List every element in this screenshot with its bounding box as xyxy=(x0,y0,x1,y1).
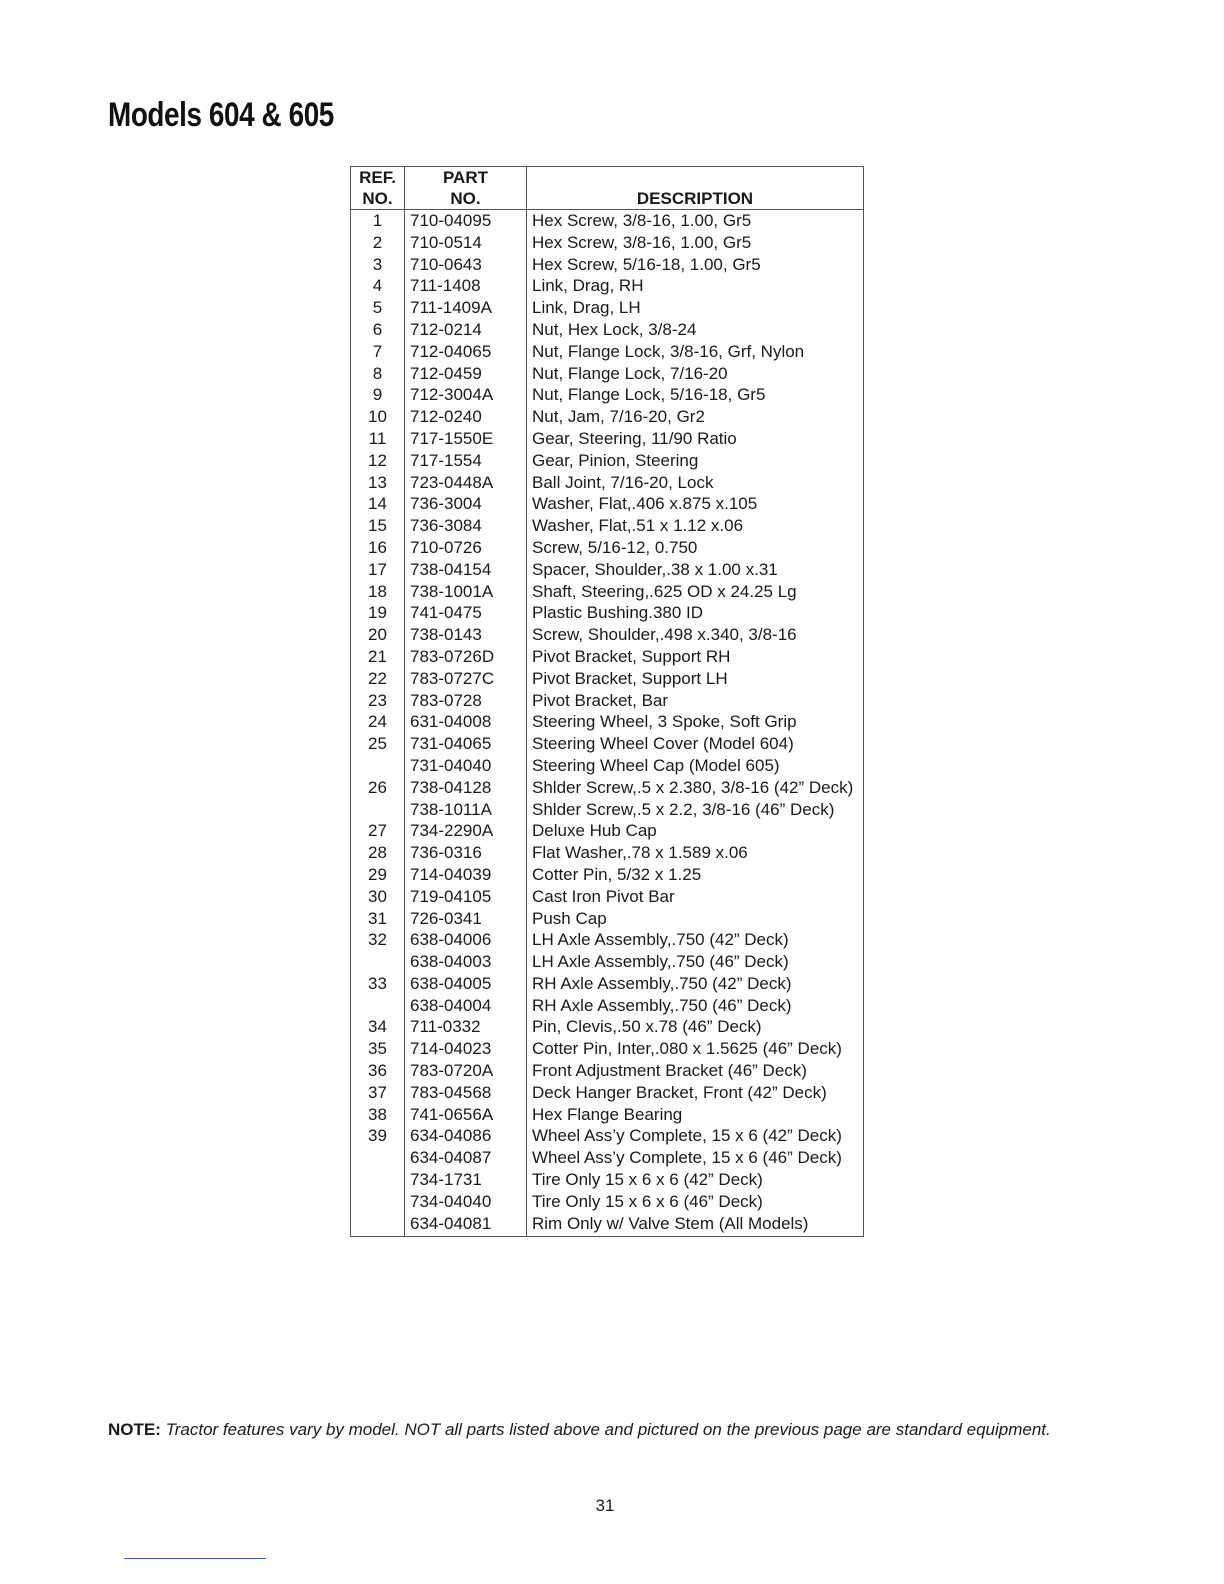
part-no-cell: 734-2290A xyxy=(405,820,527,842)
part-no-cell: 711-0332 xyxy=(405,1016,527,1038)
description-cell: Deck Hanger Bracket, Front (42” Deck) xyxy=(532,1082,827,1102)
ref-no-cell: 19 xyxy=(351,602,405,624)
ref-no-cell: 39 xyxy=(351,1125,405,1147)
description-cell: Link, Drag, LH xyxy=(532,298,641,318)
ref-no-cell: 11 xyxy=(351,428,405,450)
description-cell: Gear, Pinion, Steering xyxy=(532,450,699,470)
ref-no-cell: 16 xyxy=(351,537,405,559)
table-row xyxy=(351,864,864,886)
part-no-cell: 712-0214 xyxy=(405,319,527,341)
part-no-cell: 736-3084 xyxy=(405,515,527,537)
table-row xyxy=(351,1191,864,1213)
ref-no-cell: 27 xyxy=(351,820,405,842)
table-row xyxy=(351,711,864,733)
ref-no-cell: 33 xyxy=(351,973,405,995)
ref-no-cell: 20 xyxy=(351,624,405,646)
part-no-cell: 736-3004 xyxy=(405,493,527,515)
table-row xyxy=(351,1213,864,1237)
ref-no-cell: 7 xyxy=(351,341,405,363)
footer-rule xyxy=(124,1558,266,1559)
description-cell: Cotter Pin, 5/32 x 1.25 xyxy=(532,864,702,884)
ref-no-cell: 6 xyxy=(351,319,405,341)
description-cell: Shlder Screw,.5 x 2.2, 3/8-16 (46” Deck) xyxy=(532,799,835,819)
description-cell: LH Axle Assembly,.750 (46” Deck) xyxy=(532,952,789,972)
ref-no-cell xyxy=(351,1213,405,1237)
description-cell: Tire Only 15 x 6 x 6 (46” Deck) xyxy=(532,1191,763,1211)
part-no-cell: 717-1554 xyxy=(405,450,527,472)
part-no-cell: 741-0656A xyxy=(405,1104,527,1126)
ref-no-cell xyxy=(351,1191,405,1213)
header-part-line1: PART xyxy=(442,168,488,187)
ref-no-cell: 12 xyxy=(351,450,405,472)
description-cell: Wheel Ass’y Complete, 15 x 6 (42” Deck) xyxy=(532,1126,842,1146)
table-row xyxy=(351,254,864,276)
ref-no-cell: 37 xyxy=(351,1082,405,1104)
description-cell: Cotter Pin, Inter,.080 x 1.5625 (46” Deck) xyxy=(532,1039,842,1059)
part-no-cell: 738-0143 xyxy=(405,624,527,646)
table-row xyxy=(351,1060,864,1082)
ref-no-cell: 1 xyxy=(351,210,405,232)
part-no-cell: 726-0341 xyxy=(405,908,527,930)
ref-no-cell: 5 xyxy=(351,297,405,319)
table-row xyxy=(351,1169,864,1191)
description-cell: Steering Wheel Cap (Model 605) xyxy=(532,755,780,775)
part-no-cell: 710-0643 xyxy=(405,254,527,276)
description-cell: Pivot Bracket, Bar xyxy=(532,690,669,710)
ref-no-cell: 28 xyxy=(351,842,405,864)
ref-no-cell: 9 xyxy=(351,384,405,406)
part-no-cell: 723-0448A xyxy=(405,472,527,494)
table-row xyxy=(351,886,864,908)
table-row xyxy=(351,777,864,799)
table-row xyxy=(351,602,864,624)
description-cell: Washer, Flat,.51 x 1.12 x.06 xyxy=(532,516,744,536)
table-row xyxy=(351,341,864,363)
ref-no-cell: 23 xyxy=(351,690,405,712)
part-no-cell: 714-04039 xyxy=(405,864,527,886)
description-cell: Shlder Screw,.5 x 2.380, 3/8-16 (42” Deck) xyxy=(532,777,854,797)
ref-no-cell: 36 xyxy=(351,1060,405,1082)
header-part-no xyxy=(405,167,527,210)
table-row xyxy=(351,929,864,951)
table-row xyxy=(351,624,864,646)
ref-no-cell: 24 xyxy=(351,711,405,733)
ref-no-cell: 14 xyxy=(351,493,405,515)
part-no-cell: 731-04065 xyxy=(405,733,527,755)
table-row xyxy=(351,450,864,472)
table-row xyxy=(351,690,864,712)
note xyxy=(108,1420,1051,1440)
description-cell: Front Adjustment Bracket (46” Deck) xyxy=(532,1061,807,1081)
description-cell: LH Axle Assembly,.750 (42” Deck) xyxy=(532,930,789,950)
header-ref-line2: NO. xyxy=(362,189,393,208)
description-cell: Push Cap xyxy=(532,908,607,928)
note-label: NOTE: xyxy=(108,1420,161,1439)
ref-no-cell: 3 xyxy=(351,254,405,276)
table-row xyxy=(351,951,864,973)
table-row xyxy=(351,646,864,668)
description-cell: Tire Only 15 x 6 x 6 (42” Deck) xyxy=(532,1170,763,1190)
part-no-cell: 638-04006 xyxy=(405,929,527,951)
part-no-cell: 631-04008 xyxy=(405,711,527,733)
table-row xyxy=(351,668,864,690)
table-row xyxy=(351,995,864,1017)
description-cell: Screw, 5/16-12, 0.750 xyxy=(532,537,698,557)
table-row xyxy=(351,908,864,930)
note-text: Tractor features vary by model. NOT all parts listed above and pictured on the previous page are standard equipment. xyxy=(165,1420,1051,1439)
ref-no-cell: 17 xyxy=(351,559,405,581)
part-no-cell: 638-04005 xyxy=(405,973,527,995)
ref-no-cell: 15 xyxy=(351,515,405,537)
description-cell: Deluxe Hub Cap xyxy=(532,821,657,841)
ref-no-cell: 8 xyxy=(351,363,405,385)
part-no-cell: 783-0720A xyxy=(405,1060,527,1082)
description-cell: Steering Wheel Cover (Model 604) xyxy=(532,734,794,754)
description-cell: Nut, Flange Lock, 5/16-18, Gr5 xyxy=(532,385,766,405)
part-no-cell: 717-1550E xyxy=(405,428,527,450)
part-no-cell: 634-04087 xyxy=(405,1147,527,1169)
header-description: DESCRIPTION xyxy=(527,167,864,210)
ref-no-cell: 32 xyxy=(351,929,405,951)
part-no-cell: 710-0514 xyxy=(405,232,527,254)
part-no-cell: 712-0240 xyxy=(405,406,527,428)
table-row xyxy=(351,799,864,821)
table-row xyxy=(351,973,864,995)
part-no-cell: 638-04003 xyxy=(405,951,527,973)
ref-no-cell xyxy=(351,995,405,1017)
table-row xyxy=(351,1082,864,1104)
description-cell: Gear, Steering, 11/90 Ratio xyxy=(532,428,737,448)
table-row xyxy=(351,493,864,515)
ref-no-cell xyxy=(351,951,405,973)
ref-no-cell: 34 xyxy=(351,1016,405,1038)
description-cell: Hex Flange Bearing xyxy=(532,1104,683,1124)
part-no-cell: 731-04040 xyxy=(405,755,527,777)
ref-no-cell: 35 xyxy=(351,1038,405,1060)
ref-no-cell xyxy=(351,1147,405,1169)
table-row xyxy=(351,210,864,232)
part-no-cell: 783-04568 xyxy=(405,1082,527,1104)
parts-table-body xyxy=(351,210,864,1237)
table-row xyxy=(351,275,864,297)
table-row xyxy=(351,537,864,559)
part-no-cell: 719-04105 xyxy=(405,886,527,908)
part-no-cell: 712-0459 xyxy=(405,363,527,385)
description-cell: RH Axle Assembly,.750 (42” Deck) xyxy=(532,973,792,993)
description-cell: Pivot Bracket, Support LH xyxy=(532,668,728,688)
header-ref-line1: REF. xyxy=(359,168,396,187)
description-cell: Hex Screw, 5/16-18, 1.00, Gr5 xyxy=(532,254,761,274)
part-no-cell: 714-04023 xyxy=(405,1038,527,1060)
table-row xyxy=(351,515,864,537)
table-row xyxy=(351,472,864,494)
description-cell: Screw, Shoulder,.498 x.340, 3/8-16 xyxy=(532,625,797,645)
parts-table xyxy=(350,166,864,1237)
part-no-cell: 734-04040 xyxy=(405,1191,527,1213)
table-row xyxy=(351,1147,864,1169)
description-cell: Plastic Bushing.380 ID xyxy=(532,603,704,623)
part-no-cell: 712-3004A xyxy=(405,384,527,406)
part-no-cell: 738-04128 xyxy=(405,777,527,799)
part-no-cell: 783-0727C xyxy=(405,668,527,690)
ref-no-cell xyxy=(351,1169,405,1191)
header-part-line2: NO. xyxy=(450,189,481,208)
header-ref-no xyxy=(351,167,405,210)
description-cell: Hex Screw, 3/8-16, 1.00, Gr5 xyxy=(532,211,752,230)
table-row xyxy=(351,232,864,254)
description-cell: Cast Iron Pivot Bar xyxy=(532,886,675,906)
description-cell: Ball Joint, 7/16-20, Lock xyxy=(532,472,714,492)
description-cell: Wheel Ass’y Complete, 15 x 6 (46” Deck) xyxy=(532,1148,842,1168)
description-cell: Steering Wheel, 3 Spoke, Soft Grip xyxy=(532,712,797,732)
ref-no-cell: 2 xyxy=(351,232,405,254)
ref-no-cell: 13 xyxy=(351,472,405,494)
table-header-row xyxy=(351,167,864,210)
ref-no-cell: 31 xyxy=(351,908,405,930)
table-row xyxy=(351,733,864,755)
part-no-cell: 734-1731 xyxy=(405,1169,527,1191)
description-cell: Spacer, Shoulder,.38 x 1.00 x.31 xyxy=(532,559,778,579)
ref-no-cell: 18 xyxy=(351,581,405,603)
table-row xyxy=(351,1125,864,1147)
table-row xyxy=(351,1016,864,1038)
description-cell: Pin, Clevis,.50 x.78 (46” Deck) xyxy=(532,1017,762,1037)
description-cell: Hex Screw, 3/8-16, 1.00, Gr5 xyxy=(532,232,752,252)
ref-no-cell: 25 xyxy=(351,733,405,755)
table-row xyxy=(351,755,864,777)
table-row xyxy=(351,1104,864,1126)
table-row xyxy=(351,297,864,319)
description-cell: Washer, Flat,.406 x.875 x.105 xyxy=(532,494,758,514)
ref-no-cell: 21 xyxy=(351,646,405,668)
table-row xyxy=(351,384,864,406)
ref-no-cell xyxy=(351,755,405,777)
table-row xyxy=(351,820,864,842)
description-cell: Pivot Bracket, Support RH xyxy=(532,646,731,666)
page-title: Models 604 & 605 xyxy=(108,96,334,134)
part-no-cell: 736-0316 xyxy=(405,842,527,864)
part-no-cell: 711-1409A xyxy=(405,297,527,319)
description-cell: Shaft, Steering,.625 OD x 24.25 Lg xyxy=(532,581,797,601)
ref-no-cell: 26 xyxy=(351,777,405,799)
table-row xyxy=(351,1038,864,1060)
part-no-cell: 634-04081 xyxy=(405,1213,527,1237)
table-row xyxy=(351,363,864,385)
table-row xyxy=(351,559,864,581)
ref-no-cell: 22 xyxy=(351,668,405,690)
part-no-cell: 738-04154 xyxy=(405,559,527,581)
table-row xyxy=(351,406,864,428)
part-no-cell: 710-0726 xyxy=(405,537,527,559)
part-no-cell: 783-0726D xyxy=(405,646,527,668)
description-cell: Nut, Flange Lock, 7/16-20 xyxy=(532,363,728,383)
part-no-cell: 738-1011A xyxy=(405,799,527,821)
ref-no-cell xyxy=(351,799,405,821)
part-no-cell: 711-1408 xyxy=(405,275,527,297)
ref-no-cell: 4 xyxy=(351,275,405,297)
description-cell: Link, Drag, RH xyxy=(532,276,644,296)
description-cell: Nut, Jam, 7/16-20, Gr2 xyxy=(532,407,705,427)
description-cell: Nut, Flange Lock, 3/8-16, Grf, Nylon xyxy=(532,341,805,361)
ref-no-cell: 30 xyxy=(351,886,405,908)
part-no-cell: 783-0728 xyxy=(405,690,527,712)
table-row xyxy=(351,842,864,864)
description-cell: Rim Only w/ Valve Stem (All Models) xyxy=(532,1213,809,1233)
part-no-cell: 738-1001A xyxy=(405,581,527,603)
description-cell: Flat Washer,.78 x 1.589 x.06 xyxy=(532,843,748,863)
part-no-cell: 638-04004 xyxy=(405,995,527,1017)
ref-no-cell: 10 xyxy=(351,406,405,428)
table-row xyxy=(351,581,864,603)
page-number: 31 xyxy=(595,1496,615,1515)
description-cell: Nut, Hex Lock, 3/8-24 xyxy=(532,319,697,339)
ref-no-cell: 38 xyxy=(351,1104,405,1126)
description-cell: RH Axle Assembly,.750 (46” Deck) xyxy=(532,995,792,1015)
part-no-cell: 710-04095 xyxy=(405,210,527,232)
table-row xyxy=(351,319,864,341)
table-row xyxy=(351,428,864,450)
ref-no-cell: 29 xyxy=(351,864,405,886)
part-no-cell: 741-0475 xyxy=(405,602,527,624)
part-no-cell: 634-04086 xyxy=(405,1125,527,1147)
part-no-cell: 712-04065 xyxy=(405,341,527,363)
